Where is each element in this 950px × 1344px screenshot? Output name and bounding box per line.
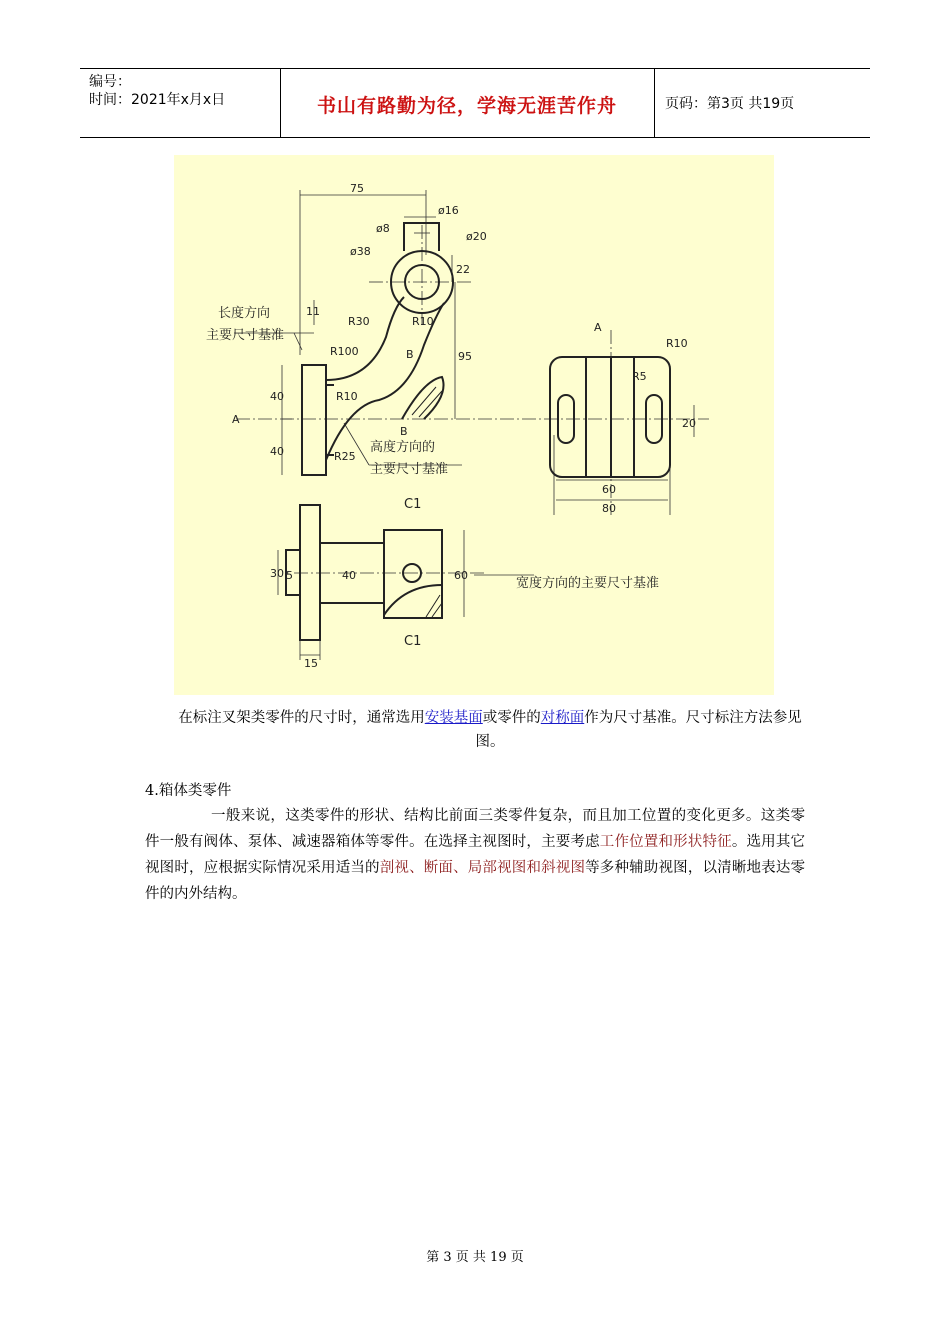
front-top-lug (404, 223, 439, 251)
dim-c1a: C1 (404, 497, 422, 512)
link-mounting-base[interactable]: 安装基面 (424, 710, 483, 726)
dim-95: 95 (458, 350, 472, 363)
top-view-base (300, 505, 320, 640)
note-height-line2: 主要尺寸基准 (370, 462, 449, 477)
dim-b2: B (400, 425, 408, 438)
section-paragraph (145, 803, 805, 907)
fork-part-drawing (174, 155, 774, 695)
link-symmetry-plane[interactable]: 对称面 (540, 710, 585, 726)
motto: 书山有路勤为径，学海无涯苦作舟 (316, 95, 617, 117)
dim-30: 30 (270, 567, 284, 580)
dim-40a: 40 (270, 390, 284, 403)
para-text-2: 。选用其它视图时，应根据实际情况采用适当的 (145, 834, 806, 876)
note-length-line1: 长度方向 (218, 306, 271, 321)
dim-8: ø8 (376, 222, 390, 235)
dim-75: 75 (350, 182, 364, 195)
header-middle-cell (280, 69, 655, 137)
front-base-plate (302, 365, 326, 475)
dim-c1b: C1 (404, 634, 422, 649)
note-width: 宽度方向的主要尺寸基准 (516, 576, 660, 591)
dim-38: ø38 (350, 245, 371, 258)
top-view-curve (384, 585, 442, 615)
dim-a1: A (232, 413, 240, 426)
dim-60b: 60 (454, 569, 468, 582)
dim-11: 11 (306, 305, 320, 318)
dim-r30: R30 (348, 315, 370, 328)
dim-a2: A (594, 321, 602, 334)
dim-22: 22 (456, 263, 470, 276)
dim-20b: 20 (682, 417, 696, 430)
dim-40b: 40 (270, 445, 284, 458)
para-text-3: 等多种辅助视图，以清晰地表达零件的内外结构。 (145, 860, 806, 902)
page-footer: 第 3 页 共 19 页 (426, 1250, 524, 1265)
caption-text-1: 在标注叉架类零件的尺寸时，通常选用 (178, 710, 425, 726)
caption-text-3: 作为尺寸基准。尺寸标注方法参见图。 (475, 710, 802, 750)
dim-r10a: R10 (412, 315, 434, 328)
page-header (80, 68, 870, 138)
figure-caption (170, 706, 810, 754)
para-highlight-1: 工作位置和形状特征 (599, 834, 732, 850)
number-label: 编号： (89, 74, 131, 90)
para-highlight-2: 剖视、断面、局部视图和斜视图 (379, 860, 586, 876)
dim-80: 80 (602, 502, 616, 515)
dim-60: 60 (602, 483, 616, 496)
page-info: 页码：第3页 共19页 (665, 96, 795, 112)
dim-r100: R100 (330, 345, 359, 358)
caption-text-2: 或零件的 (482, 710, 541, 726)
note-length-line2: 主要尺寸基准 (206, 328, 285, 343)
top-view-hatch (426, 595, 442, 617)
dim-r10c: R10 (666, 337, 688, 350)
dim-r5: R5 (632, 370, 647, 383)
leader-length (294, 333, 302, 350)
time-label: 时间：2021年x月x日 (89, 92, 226, 108)
section-heading: 4.箱体类零件 (145, 783, 232, 799)
dim-5: 5 (286, 569, 293, 582)
dim-16: ø16 (438, 204, 459, 217)
header-right-cell (655, 69, 870, 137)
note-height-line1: 高度方向的 (370, 440, 436, 455)
dim-40c: 40 (342, 569, 356, 582)
dim-r10b: R10 (336, 390, 358, 403)
header-left-cell (80, 69, 281, 137)
para-text-1: 一般来说，这类零件的形状、结构比前面三类零件复杂，而且加工位置的变化更多。这类零件一般有阀体、泵体、减速器箱体等零件。在选择主视图时，主要考虑 (145, 808, 805, 850)
dim-15: 15 (304, 657, 318, 670)
front-arm-outer (326, 297, 404, 380)
dim-20: ø20 (466, 230, 487, 243)
dim-b1: B (406, 348, 414, 361)
dim-r25: R25 (334, 450, 356, 463)
